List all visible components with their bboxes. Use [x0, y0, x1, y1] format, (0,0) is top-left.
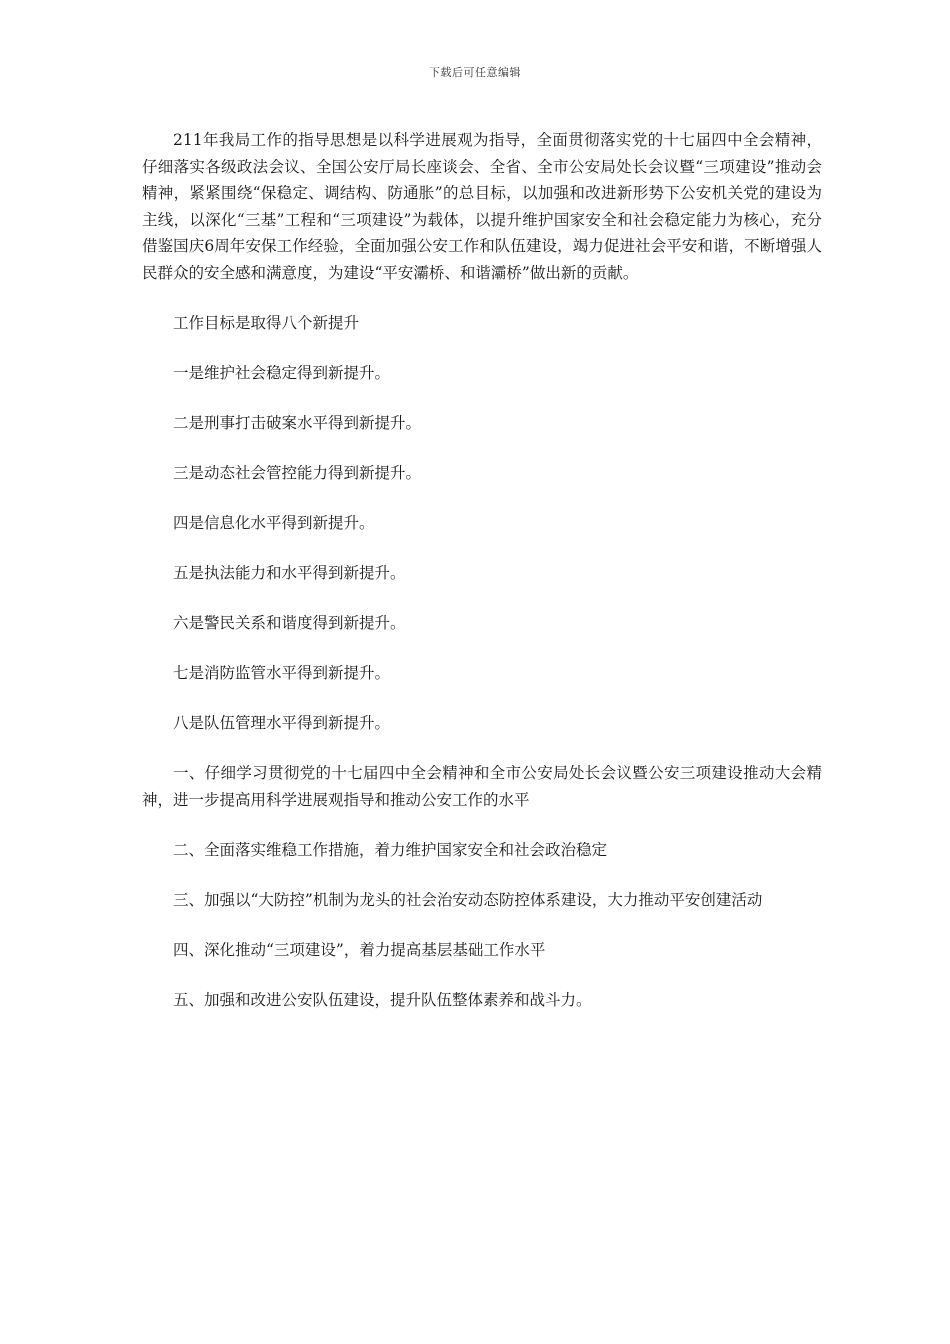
measure-item: 二、全面落实维稳工作措施，着力维护国家安全和社会政治稳定 [173, 840, 608, 859]
measure-item: 一、仔细学习贯彻党的十七届四中全会精神和全市公安局处长会议暨公安三项建设推动大会精神，进一步提高用科学进展观指导和推动公安工作的水平 [142, 764, 822, 809]
measure-item: 四、深化推动“三项建设”，着力提高基层基础工作水平 [173, 940, 546, 959]
document-body [142, 127, 822, 1037]
goal-item: 五是执法能力和水平得到新提升。 [173, 564, 406, 582]
page-header-note: 下载后可任意编辑 [429, 66, 521, 79]
goal-item: 三是动态社会管控能力得到新提升。 [173, 464, 422, 482]
intro-paragraph: 211年我局工作的指导思想是以科学进展观为指导，全面贯彻落实党的十七届四中全会精神，仔细落实各级政法会议、全国公安厅局长座谈会、全省、全市公安局处长会议暨“三项建设”推动会精神，紧紧围绕“保稳定、调结构、防通胀”的总目标，以加强和改进新形势下公安机关党的建设为主线，以深化“三基”工程和“三项建设”为载体，以提升维护国家安全和社会稳定能力为核心，充分借鉴国庆6周年安保工作经验，全面加强公安工作和队伍建设，竭力促进社会平安和谐，不断增强人民群众的安全感和满意度，为建设“平安灞桥、和谐灞桥”做出新的贡献。 [142, 131, 822, 282]
goal-item: 一是维护社会稳定得到新提升。 [173, 364, 391, 382]
goal-item: 八是队伍管理水平得到新提升。 [173, 714, 391, 732]
goal-item: 四是信息化水平得到新提升。 [173, 514, 375, 532]
goal-item: 二是刑事打击破案水平得到新提升。 [173, 414, 422, 432]
measure-item: 三、加强以“大防控”机制为龙头的社会治安动态防控体系建设，大力推动平安创建活动 [173, 890, 763, 909]
goal-heading: 工作目标是取得八个新提升 [173, 314, 360, 332]
measure-item: 五、加强和改进公安队伍建设，提升队伍整体素养和战斗力。 [173, 990, 592, 1009]
goal-item: 七是消防监管水平得到新提升。 [173, 664, 391, 682]
goal-item: 六是警民关系和谐度得到新提升。 [173, 614, 406, 632]
